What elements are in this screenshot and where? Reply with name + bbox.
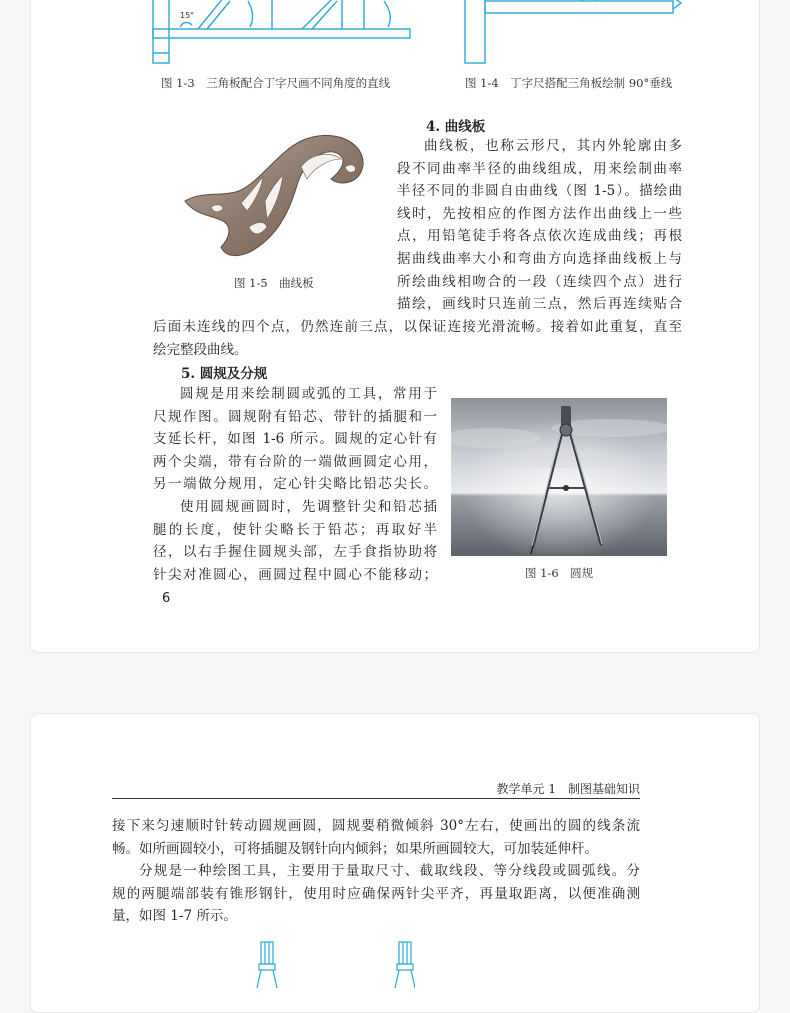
section-4-heading: 4. 曲线板 — [426, 119, 486, 135]
text-line: 接下来匀速顺时针转动圆规画圆，圆规要稍微倾斜 30°左右，使画出的圆的线条流 — [112, 818, 640, 834]
figure-1-6-caption: 图 1-6 圆规 — [525, 566, 594, 580]
header-rule — [112, 798, 640, 799]
text-line: 腿的长度，使针尖略长于铅芯；再取好半 — [153, 521, 437, 538]
text-line: 点，用铅笔徒手将各点依次连成曲线；再根 — [397, 228, 682, 245]
section-4-body — [397, 135, 682, 316]
section-4-continuation — [153, 316, 682, 361]
figure-1-5-caption: 图 1-5 曲线板 — [234, 276, 314, 290]
text-line: 畅。如所画圆较小，可将插腿及钢针向内倾斜；如果所画圆较大，可加装延伸杆。 — [112, 840, 598, 857]
text-line: 针尖对准圆心，画圆过程中圆心不能移动； — [153, 566, 437, 583]
text-line: 尺规作图。圆规附有铅芯、带针的插腿和一 — [153, 408, 437, 425]
text-line: 曲线板，也称云形尺，其内外轮廓由多 — [424, 138, 682, 154]
text-line: 线时，先按相应的作图方法作出曲线上一些 — [397, 205, 682, 222]
figure-1-4-caption: 图 1-4 丁字尺搭配三角板绘制 90°垂线 — [465, 76, 673, 90]
french-curve-image — [181, 131, 371, 261]
figure-1-7-drawing — [255, 940, 415, 988]
text-line: 分规是一种绘图工具，主要用于量取尺寸、截取线段、等分线段或圆弧线。分 — [139, 863, 640, 880]
text-line: 后面未连线的四个点，仍然连前三点，以保证连接光滑流畅。接着如此重复，直至 — [153, 319, 682, 335]
text-line: 两个尖端，带有台阶的一端做画圆定心用， — [153, 453, 437, 470]
figure-1-3-angle-label: 15° — [180, 11, 195, 20]
text-line: 量，如图 1-7 所示。 — [112, 908, 237, 925]
compass-photo — [451, 398, 667, 556]
page-number: 6 — [162, 591, 171, 606]
text-line: 半径不同的非圆自由曲线（图 1-5）。描绘曲 — [397, 183, 682, 200]
section-5-heading: 5. 圆规及分规 — [181, 366, 268, 382]
text-line: 使用圆规画圆时，先调整针尖和铅芯插 — [180, 498, 437, 515]
text-line: 段不同曲率半径的曲线组成，用来绘制曲率 — [397, 160, 682, 177]
page-7-body — [112, 815, 640, 928]
text-line: 据曲线曲率大小和弯曲方向选择曲线板上与 — [397, 250, 682, 267]
text-line: 描绘，画线时只连前三点，然后再连续贴合 — [397, 296, 682, 313]
figure-1-3-caption: 图 1-3 三角板配合丁字尺画不同角度的直线 — [161, 76, 391, 90]
text-line: 绘完整段曲线。 — [153, 341, 248, 358]
text-line: 支延长杆，如图 1-6 所示。圆规的定心针有 — [153, 431, 437, 448]
document-page-6 — [30, 0, 760, 653]
text-line: 径，以右手握住圆规头部，左手食指协助将 — [153, 544, 437, 561]
figure-1-4-drawing — [463, 0, 687, 67]
figure-1-3-drawing — [152, 0, 412, 67]
text-line: 所绘曲线相吻合的一段（连续四个点）进行 — [397, 273, 682, 290]
text-line: 圆规是用来绘制圆或弧的工具，常用于 — [180, 386, 437, 402]
text-line: 另一端做分规用，定心针尖略比铅芯尖长。 — [153, 476, 437, 493]
section-5-body — [153, 383, 437, 586]
document-page-7 — [30, 713, 760, 1013]
running-head: 教学单元 1 制图基础知识 — [496, 782, 640, 796]
text-line: 规的两腿端部装有锥形钢针，使用时应确保两针尖平齐，再量取距离，以便准确测 — [112, 885, 640, 902]
